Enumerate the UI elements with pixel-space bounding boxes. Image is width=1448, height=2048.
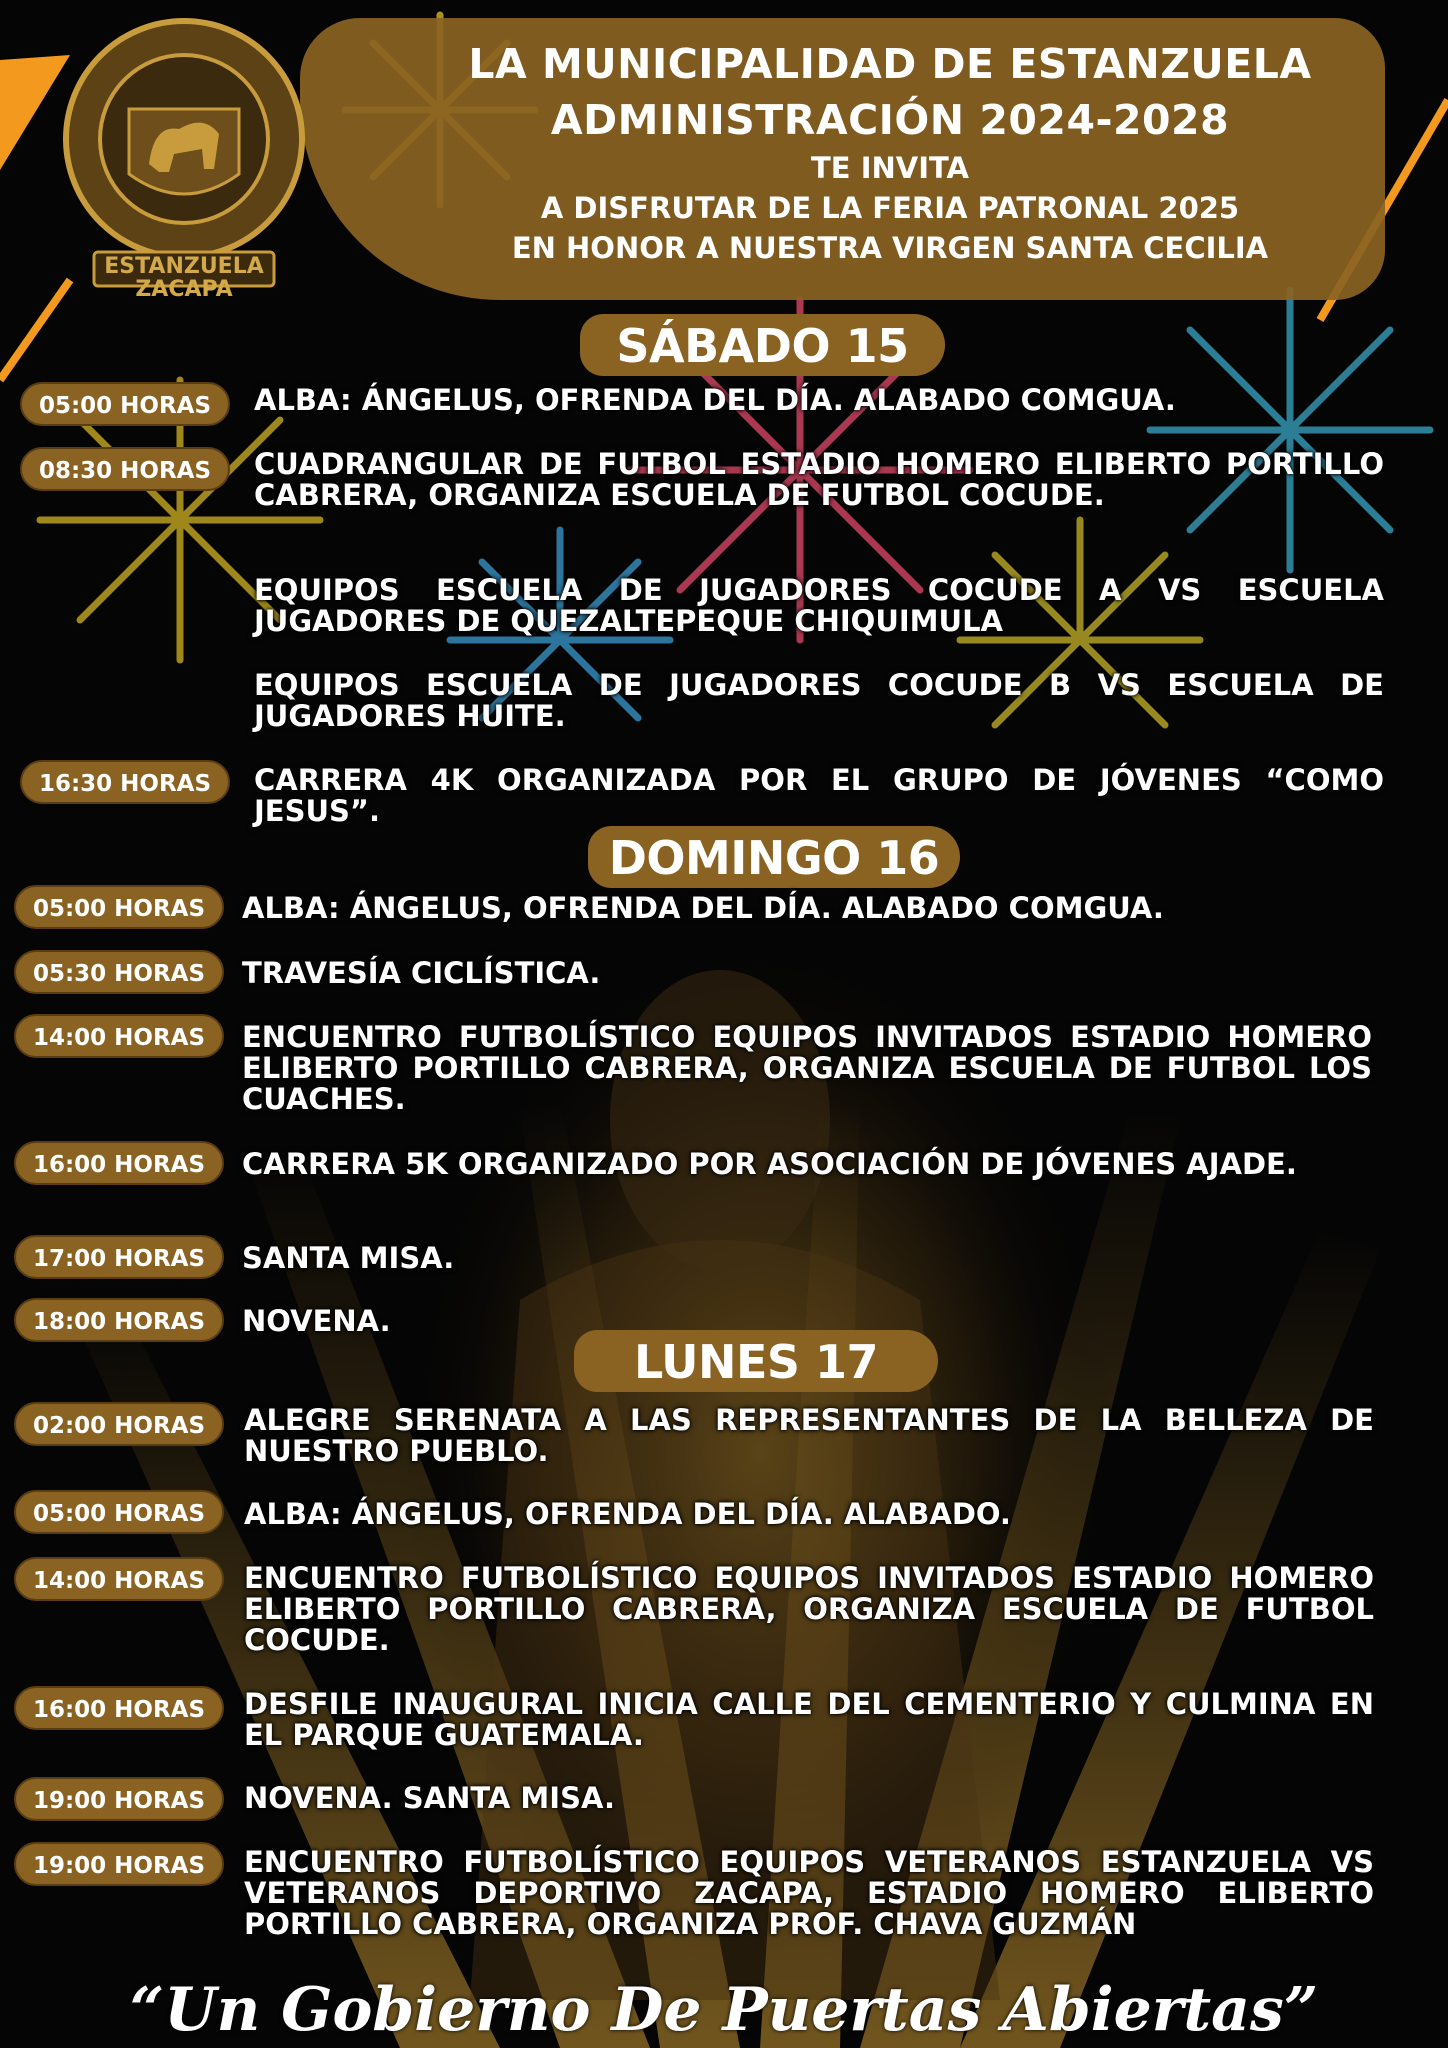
emblem-banner-label: ESTANZUELA bbox=[104, 254, 264, 279]
event-text: ENCUENTRO FUTBOLÍSTICO EQUIPOS VETERANOS ESTANZUELA VS VETERANOS DEPORTIVO ZACAPA, ESTADIO HOMERO ELIBERTO PORTILLO CABRERA, ORGANIZA PROF. CHAVA GUZMÁN bbox=[244, 1845, 1374, 1941]
header-honor: EN HONOR A NUESTRA VIRGEN SANTA CECILIA bbox=[511, 231, 1269, 265]
event-text: NOVENA. bbox=[242, 1304, 391, 1338]
time-pill: 19:00 HORAS bbox=[14, 1842, 224, 1886]
time-pill: 16:00 HORAS bbox=[14, 1686, 224, 1730]
event-text: EQUIPOS ESCUELA DE JUGADORES COCUDE B VS ESCUELA DE JUGADORES HUITE. bbox=[254, 668, 1384, 733]
day-header-lunes: LUNES 17 bbox=[574, 1330, 938, 1392]
time-pill: 18:00 HORAS bbox=[14, 1298, 224, 1342]
event-text: NOVENA. SANTA MISA. bbox=[244, 1781, 615, 1815]
time-pill: 19:00 HORAS bbox=[14, 1777, 224, 1821]
event-text: SANTA MISA. bbox=[242, 1241, 455, 1275]
header-fair: A DISFRUTAR DE LA FERIA PATRONAL 2025 bbox=[540, 191, 1240, 225]
footer-slogan: “Un Gobierno De Puertas Abiertas” bbox=[129, 1975, 1319, 2045]
event-text: ALBA: ÁNGELUS, OFRENDA DEL DÍA. ALABADO. bbox=[244, 1497, 1011, 1531]
header-invites: TE INVITA bbox=[811, 151, 969, 185]
time-pill: 05:00 HORAS bbox=[14, 1490, 224, 1534]
event-text: CUADRANGULAR DE FUTBOL ESTADIO HOMERO ELIBERTO PORTILLO CABRERA, ORGANIZA ESCUELA DE FUTBOL COCUDE. bbox=[254, 447, 1384, 512]
event-text: ALBA: ÁNGELUS, OFRENDA DEL DÍA. ALABADO COMGUA. bbox=[254, 383, 1176, 417]
event-text: ENCUENTRO FUTBOLÍSTICO EQUIPOS INVITADOS ESTADIO HOMERO ELIBERTO PORTILLO CABRERA, ORGANIZA ESCUELA DE FUTBOL LOS CUACHES. bbox=[242, 1020, 1372, 1116]
time-pill: 05:00 HORAS bbox=[14, 885, 224, 929]
event-text: TRAVESÍA CICLÍSTICA. bbox=[242, 956, 601, 990]
time-pill: 14:00 HORAS bbox=[14, 1014, 224, 1058]
event-text: ALEGRE SERENATA A LAS REPRESENTANTES DE LA BELLEZA DE NUESTRO PUEBLO. bbox=[244, 1403, 1374, 1468]
event-text: ALBA: ÁNGELUS, OFRENDA DEL DÍA. ALABADO COMGUA. bbox=[242, 891, 1164, 925]
time-pill: 17:00 HORAS bbox=[14, 1235, 224, 1279]
event-text: CARRERA 5K ORGANIZADO POR ASOCIACIÓN DE JÓVENES AJADE. bbox=[242, 1147, 1297, 1181]
time-pill: 08:30 HORAS bbox=[20, 447, 230, 491]
day-header-domingo: DOMINGO 16 bbox=[588, 826, 960, 888]
time-pill: 14:00 HORAS bbox=[14, 1557, 224, 1601]
time-pill: 05:00 HORAS bbox=[20, 382, 230, 426]
header-text-block bbox=[400, 36, 1380, 268]
event-text: EQUIPOS ESCUELA DE JUGADORES COCUDE A VS ESCUELA JUGADORES DE QUEZALTEPEQUE CHIQUIMULA bbox=[254, 573, 1384, 638]
time-pill: 16:30 HORAS bbox=[20, 760, 230, 804]
event-text: CARRERA 4K ORGANIZADA POR EL GRUPO DE JÓVENES “COMO JESUS”. bbox=[254, 763, 1384, 828]
event-text: ENCUENTRO FUTBOLÍSTICO EQUIPOS INVITADOS ESTADIO HOMERO ELIBERTO PORTILLO CABRERA, ORGANIZA ESCUELA DE FUTBOL COCUDE. bbox=[244, 1561, 1374, 1657]
emblem-region-label: ZACAPA bbox=[135, 277, 233, 302]
time-pill: 16:00 HORAS bbox=[14, 1141, 224, 1185]
time-pill: 05:30 HORAS bbox=[14, 950, 224, 994]
header-administration: ADMINISTRACIÓN 2024-2028 bbox=[550, 96, 1230, 144]
event-text: DESFILE INAUGURAL INICIA CALLE DEL CEMENTERIO Y CULMINA EN EL PARQUE GUATEMALA. bbox=[244, 1687, 1374, 1752]
header-municipality: LA MUNICIPALIDAD DE ESTANZUELA bbox=[468, 40, 1312, 88]
day-header-sabado: SÁBADO 15 bbox=[580, 314, 945, 376]
time-pill: 02:00 HORAS bbox=[14, 1402, 224, 1446]
